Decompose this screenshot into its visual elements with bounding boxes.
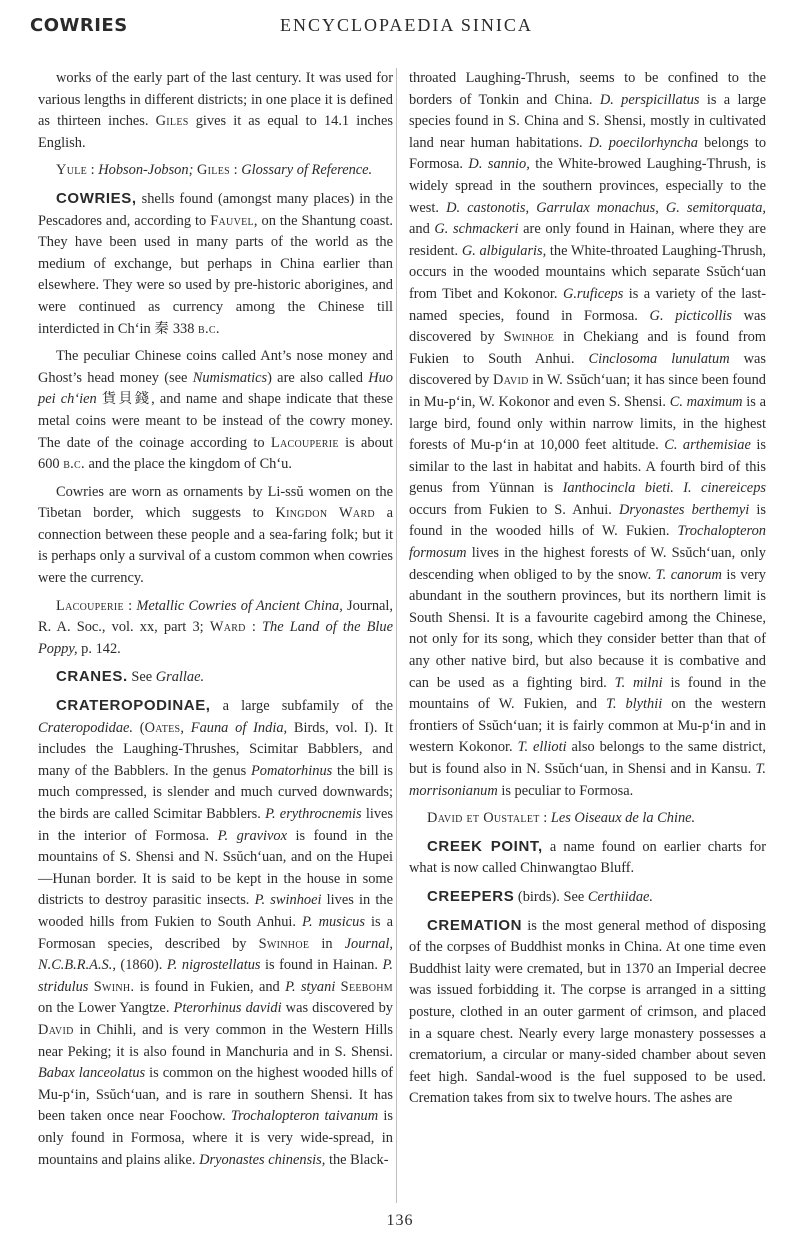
italic-text: Glossary of Reference.: [241, 162, 373, 179]
text-run: is the most general method of disposing of the corpses of Buddhist monks in China. At one time even Buddhist laity were cremated, but in 1370 an Imperial decree was issued forbidding it. The corpse is arranged in a sitting posture, clothed in an outer garment of crimson, and placed in a square chest. Nearly every large monastery possesses a crematorium, a circular or many-sided chamber about seven feet high. Sandal-wood is the fuel supposed to be used. Cremation takes from six to twelve hours. The ashes are: [409, 917, 766, 1107]
italic-text: Dryonastes chinensis,: [199, 1151, 326, 1168]
italic-text: T. canorum: [655, 566, 722, 583]
chinese-characters: 貨貝錢: [101, 391, 152, 408]
text-run: , on the Shantung coast. They have been used in many parts of the world as the medium of exchange, but perhaps in China earlier than elsewhere. They were so used by pre-historic aborigines, and were continued as currency among the Chinese till interdicted in Chʻin: [38, 212, 393, 337]
small-caps-name: Kingdon Ward: [275, 505, 375, 522]
text-run: the White-browed Laughing-Thrush, is widely spread in the southern provinces, especially to the west.: [409, 156, 766, 216]
text-run: in Chekiang and is found from Fukien to South Anhui.: [409, 329, 766, 367]
text-run: works of the early part of the last century. It was used for various lengths in different districts; in one place it is defined as thirteen inches.: [38, 70, 393, 130]
italic-text: Pterorhinus davidi: [173, 1000, 282, 1017]
italic-text: T. blythii: [605, 696, 663, 713]
text-run: shells found (amongst many places) in the Pescadores and, according to: [38, 190, 393, 229]
paragraph: [409, 808, 766, 830]
text-run: p. 142.: [77, 640, 121, 657]
small-caps-name: Swinhoe: [258, 935, 310, 952]
text-run: is a large bird, found only within narrow limits, in the highest forests of Mu-pʻin at 10,000 feet altitude.: [409, 393, 766, 454]
entry-headword: CRATEROPODINAE,: [56, 697, 211, 715]
text-run: was discovered by: [281, 1000, 393, 1017]
small-caps-name: David: [493, 372, 529, 389]
text-run: was discovered by: [409, 350, 766, 389]
italic-text: Ianthocincla bieti.: [562, 480, 674, 497]
text-run: throated Laughing-Thrush, seems to be confined to the borders of Tonkin and China.: [409, 70, 766, 108]
small-caps-name: Giles: [155, 113, 189, 130]
italic-text: T. morrisonianum: [409, 761, 766, 799]
small-caps-name: Swinhoe: [503, 329, 555, 346]
text-run: Birds, vol. I). It includes the Laughing-Thrushes, Scimitar Babblers, and many of the Babblers. In the genus: [38, 719, 394, 779]
small-caps-name: Yule: [56, 162, 88, 179]
italic-text: G. picticollis: [649, 307, 732, 324]
entry-paragraph: [38, 695, 393, 1171]
text-run: Cowries are worn as ornaments by Li-ssŭ women on the Tibetan border, which suggests to: [38, 483, 393, 522]
italic-text: D. perspicillatus: [599, 91, 700, 108]
italic-text: Journal, N.C.B.R.A.S.,: [38, 935, 394, 974]
text-run: :: [539, 810, 551, 827]
italic-text: Cinclosoma lunulatum: [588, 350, 730, 367]
text-run: :: [230, 162, 242, 179]
text-run: on the Lower Yangtze.: [38, 1000, 174, 1017]
text-run: (: [133, 719, 145, 736]
column-divider: [396, 68, 397, 1203]
text-run: the bill is much compressed, is slender and much curved downwards; the birds are called Scimitar Babblers.: [38, 762, 393, 822]
text-run: is found in the mountains of W. Fukien, and: [409, 674, 766, 713]
text-run: is only found in Formosa, where it is very wide-spread, in mountains and plains alike.: [38, 1108, 393, 1168]
text-run: on the western frontiers of Ssŭchʻuan; it is fairly common at Mu-pʻin and in western Kokonor.: [409, 696, 766, 756]
text-run: is found in Fukien, and: [134, 978, 286, 995]
text-run: ,: [180, 719, 191, 736]
text-run: (birds). See: [514, 888, 588, 905]
text-run: is found in the mountains of S. Shensi and N. Ssŭchʻuan, and on the Hupei—Hunan border. It is said to be kept in the house in some districts to destroy parasitic insects.: [38, 827, 393, 909]
italic-text: P. stridulus: [38, 957, 393, 995]
italic-text: C. maximum: [669, 393, 743, 410]
entry-paragraph: [409, 886, 766, 909]
running-head-title: COWRIES: [30, 15, 128, 36]
small-caps-name: David et Oustalet: [427, 810, 540, 827]
running-head-work: ENCYCLOPAEDIA SINICA: [280, 15, 533, 35]
paragraph: [38, 346, 393, 476]
small-caps-name: Lacouperie: [56, 597, 124, 614]
text-run: a name found on earlier charts for what is now called Chinwangtao Bluff.: [409, 838, 766, 877]
text-run: 338: [169, 320, 198, 337]
italic-text: P. swinhoei: [254, 892, 322, 909]
italic-text: P. erythrocnemis: [265, 806, 362, 822]
paragraph: [409, 68, 766, 802]
right-column: [409, 68, 766, 1116]
small-caps-name: David: [38, 1021, 74, 1038]
italic-text: C. arthemisiae: [664, 437, 751, 454]
text-run: lives in the highest forests of W. Ssŭchʻuan, only descending when obliged to by the snow.: [409, 545, 766, 583]
italic-text: D. castonotis, Garrulax monachus, G. semitorquata,: [446, 199, 767, 216]
italic-text: P. styani: [285, 978, 336, 995]
text-run: is a large species found in S. China and S. Shensi, mostly in cultivated land near human habitations.: [409, 91, 766, 151]
italic-text: Les Oiseaux de la Chine.: [550, 810, 696, 827]
italic-text: Crateropodidae.: [38, 719, 134, 736]
text-run: :: [123, 597, 137, 614]
text-run: belongs to Formosa.: [409, 134, 767, 173]
entry-headword: CREEPERS: [427, 887, 515, 905]
italic-text: P. nigrostellatus: [166, 957, 261, 974]
page-number: 136: [386, 1212, 414, 1229]
text-run: are only found in Hainan, where they are resident.: [409, 221, 766, 259]
text-run: lives in the interior of Formosa.: [38, 806, 393, 844]
text-run: is very abundant in the southern provinces, but its northern limit is South Shensi. It is a favourite cagebird among the Chinese, not only for its song, which they consider better than that of any other native bird, but also because it is combative and can be used as a fighting bird.: [409, 566, 766, 691]
italic-text: Metallic Cowries of Ancient China,: [136, 597, 343, 614]
italic-text: G. albigularis,: [461, 242, 547, 259]
small-caps-name: b.c.: [63, 456, 85, 473]
italic-text: T. ellioti: [517, 739, 567, 756]
text-run: in W. Ssŭchʻuan; it has since been found in Mu-pʻin, W. Kokonor and even S. Shensi.: [409, 372, 766, 410]
text-run: is peculiar to Formosa.: [497, 782, 634, 799]
italic-text: Pomatorhinus: [250, 762, 333, 779]
entry-headword: CRANES.: [56, 668, 128, 686]
italic-text: Grallae.: [155, 669, 205, 686]
text-run: was discovered by: [409, 307, 766, 346]
text-run: is similar to the last in habitat and habits. A fourth bird of this genus from Yünnan is: [409, 437, 767, 497]
text-run: :: [87, 162, 99, 179]
left-column: [38, 68, 393, 1177]
italic-text: G. schmackeri: [434, 221, 519, 238]
entry-paragraph: [38, 188, 393, 340]
italic-text: D. sannio,: [468, 156, 530, 173]
italic-text: T. milni: [614, 674, 663, 691]
text-run: and: [409, 221, 435, 238]
small-caps-name: Oates: [144, 719, 181, 736]
text-run: :: [245, 619, 263, 636]
italic-text: Hobson-Jobson;: [98, 162, 194, 179]
paragraph: [38, 68, 393, 154]
paragraph: [38, 160, 393, 182]
italic-text: Certhiidae.: [587, 888, 654, 905]
text-run: gives it as equal to 14.1 inches English.: [38, 113, 393, 151]
text-run: is about 600: [38, 434, 394, 473]
text-run: is a Formosan species, described by: [38, 913, 394, 952]
italic-text: Numismatics: [192, 369, 268, 386]
text-run: occurs from Fukien to S. Anhui.: [409, 501, 619, 518]
text-run: is found in the wooded hills of W. Fukien.: [409, 501, 766, 540]
italic-text: Huo pei chʻien: [38, 369, 393, 408]
text-run: is found in Hainan.: [260, 957, 383, 974]
text-run: and the place the kingdom of Chʻu.: [84, 456, 292, 473]
entry-paragraph: [409, 836, 766, 880]
small-caps-name: Seebohm: [340, 978, 393, 995]
entry-headword: CREEK POINT,: [427, 837, 543, 855]
italic-text: P. gravivox: [217, 827, 288, 844]
entry-headword: COWRIES,: [56, 189, 137, 207]
italic-text: P. musicus: [302, 913, 365, 930]
italic-text: Dryonastes berthemyi: [618, 501, 750, 518]
text-run: is common on the highest wooded hills of Mu-pʻin, Ssŭchʻuan, and is rare in southern Shensi. It has been taken once near Foochow.: [38, 1065, 393, 1125]
entry-paragraph: [38, 666, 393, 689]
text-run: The peculiar Chinese coins called Ant’s nose money and Ghost’s head money (see: [38, 348, 393, 386]
text-run: See: [127, 669, 156, 686]
italic-text: Babax lanceolatus: [38, 1065, 146, 1082]
text-run: also belongs to the same district, but is found also in N. Ssŭchʻuan, in Shensi and in Kansu.: [409, 739, 766, 777]
text-run: lives in the wooded hills from Fukien to South Anhui.: [38, 892, 393, 930]
text-run: is a variety of the last-named species, found in Formosa.: [409, 285, 766, 324]
small-caps-name: Ward: [209, 619, 246, 636]
italic-text: The Land of the Blue Poppy,: [38, 619, 393, 657]
text-run: in Chihli, and is very common in the Western Hills near Peking; it is also found in Manchuria and in S. Shensi.: [38, 1021, 393, 1060]
small-caps-name: b.c.: [198, 320, 220, 337]
chinese-characters: 秦: [154, 320, 170, 337]
italic-text: Fauna of India,: [190, 719, 288, 736]
italic-text: I. cinereiceps: [683, 480, 766, 497]
paragraph: [38, 596, 393, 661]
small-caps-name: Lacouperie: [270, 434, 339, 451]
italic-text: Trochalopteron formosum: [409, 523, 766, 562]
text-run: ) are also called: [267, 369, 369, 386]
text-run: a large subfamily of the: [210, 698, 393, 715]
text-run: Journal, R. A. Soc., vol. xx, part 3;: [38, 597, 393, 636]
italic-text: G.ruficeps: [562, 285, 624, 302]
italic-text: Trochalopteron taivanum: [230, 1108, 379, 1125]
small-caps-name: Fauvel: [210, 212, 254, 229]
text-run: (1860).: [115, 957, 167, 974]
entry-paragraph: [409, 915, 766, 1110]
text-run: in: [309, 935, 345, 952]
entry-headword: CREMATION: [427, 916, 523, 934]
text-run: , and name and shape indicate that these metal coins were meant to be instead of the cowry money. The date of the coinage according to: [38, 391, 393, 451]
text-run: [674, 480, 683, 496]
running-head: [30, 15, 770, 45]
text-run: a connection between these people and a sea-faring folk; but it is perhaps only a survival of a custom common when cowries were the currency.: [38, 505, 393, 587]
italic-text: D. poecilorhyncha: [588, 134, 698, 151]
small-caps-name: Giles: [196, 162, 230, 179]
paragraph: [38, 482, 393, 590]
text-run: the Black-: [325, 1151, 389, 1168]
small-caps-name: Swinh.: [93, 978, 135, 995]
text-run: the White-throated Laughing-Thrush, occurs in the wooded mountains which separate Ssŭchʻuan from Tibet and Kokonor.: [409, 242, 767, 302]
